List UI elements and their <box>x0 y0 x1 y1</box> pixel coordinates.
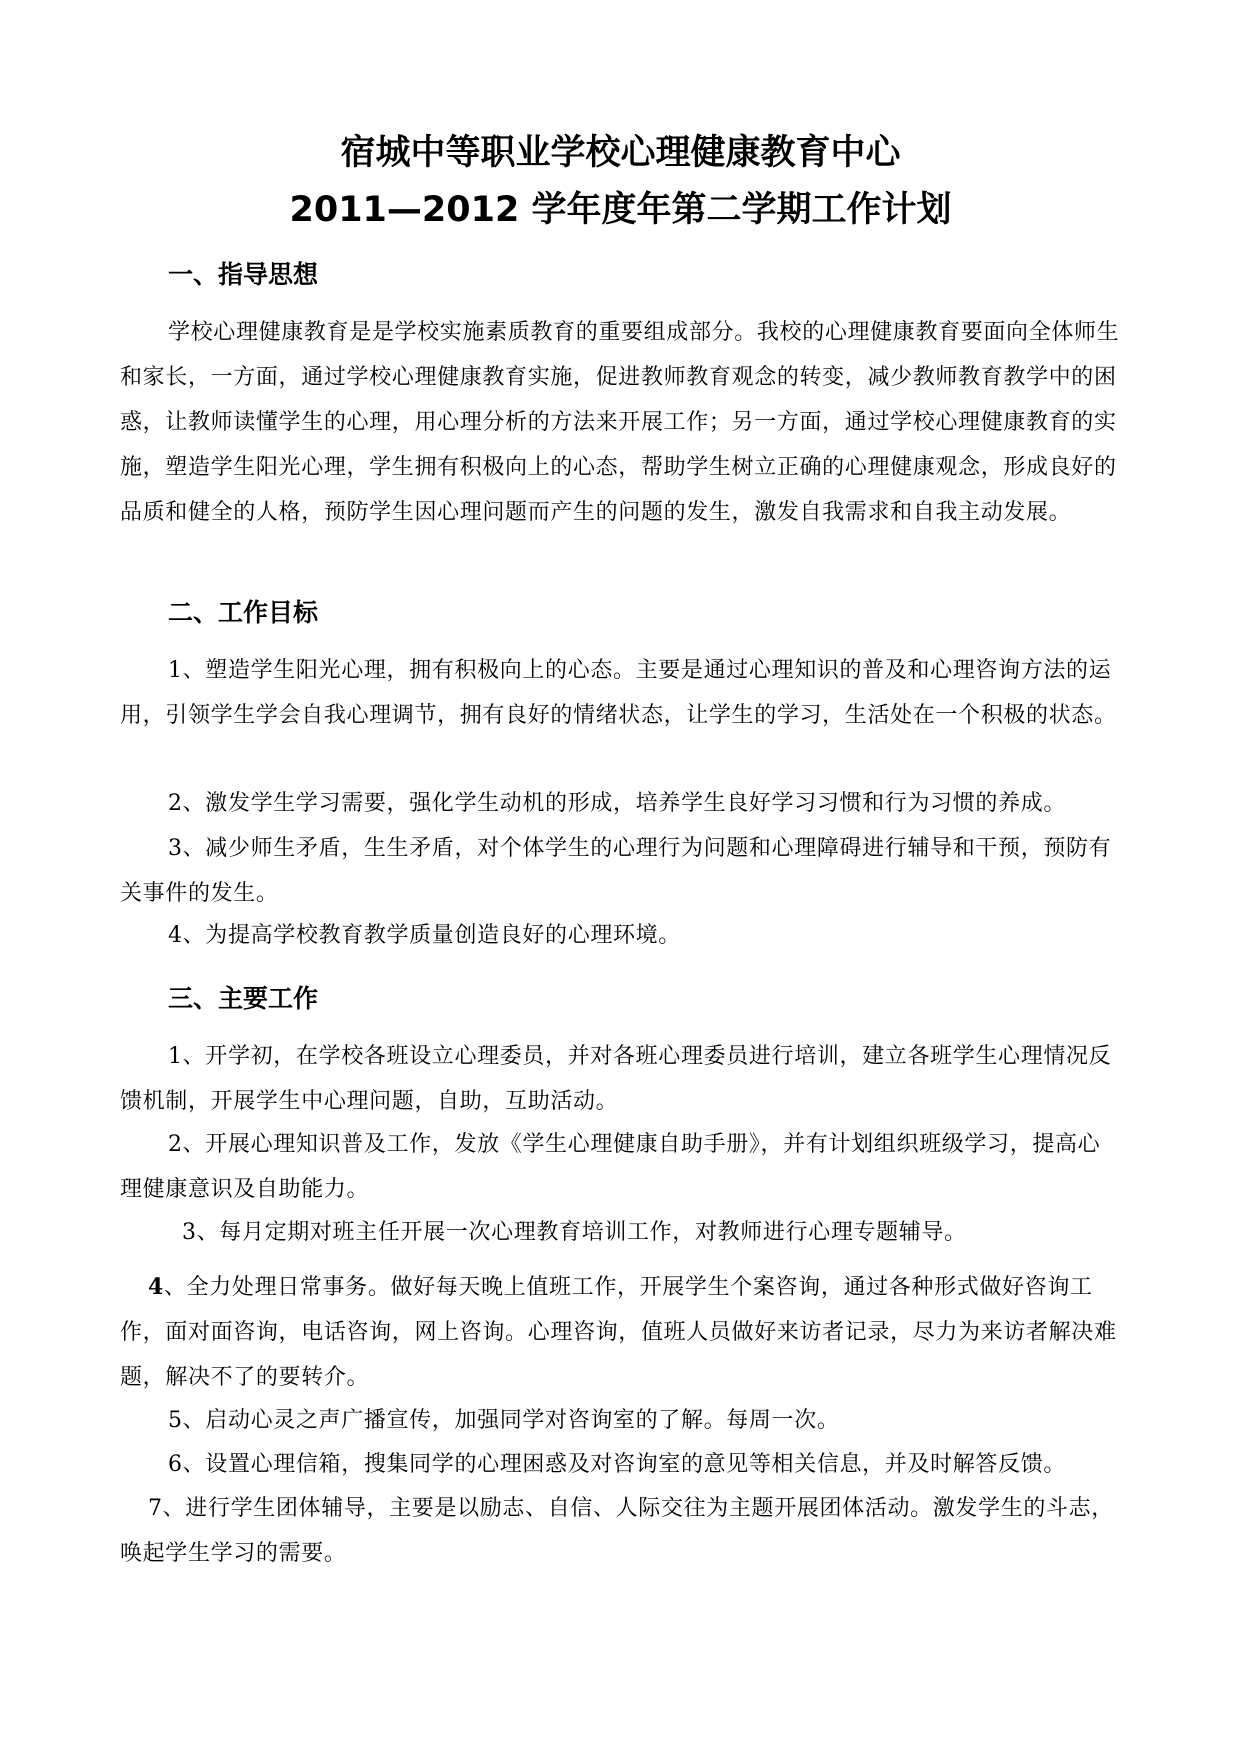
work-item-3: 3、每月定期对班主任开展一次心理教育培训工作，对教师进行心理专题辅导。 <box>182 1220 967 1245</box>
document-title: 宿城中等职业学校心理健康教育中心 <box>340 133 901 173</box>
section-heading-work-goals: 二、工作目标 <box>168 598 319 627</box>
section-heading-guiding-ideology: 一、指导思想 <box>168 260 319 289</box>
work-item-6: 6、设置心理信箱，搜集同学的心理困惑及对咨询室的意见等相关信息，并及时解答反馈。 <box>168 1452 1066 1477</box>
paragraph-guiding-ideology: 学校心理健康教育是是学校实施素质教育的重要组成部分。我校的心理健康教育要面向全体师生和家长，一方面，通过学校心理健康教育实施，促进教师教育观念的转变，减少教师教育教学中的困惑，让教师读懂学生的心理，用心理分析的方法来开展工作；另一方面，通过学校心理健康教育的实施，塑造学生阳光心理，学生拥有积极向上的心态，帮助学生树立正确的心理健康观念，形成良好的品质和健全的人格，预防学生因心理问题而产生的问题的发生，激发自我需求和自我主动发展。 <box>120 320 1120 525</box>
work-item-4-number: 4 <box>148 1274 164 1300</box>
goal-item-3: 3、减少师生矛盾，生生矛盾，对个体学生的心理行为问题和心理障碍进行辅导和干预，预防有关事件的发生。 <box>120 836 1112 906</box>
section-heading-main-work: 三、主要工作 <box>168 984 319 1013</box>
goal-item-1: 1、塑造学生阳光心理，拥有积极向上的心态。主要是通过心理知识的普及和心理咨询方法的运用，引领学生学会自我心理调节，拥有良好的情绪状态，让学生的学习，生活处在一个积极的状态。 <box>120 658 1117 728</box>
document-subtitle: 2011—2012 学年度年第二学期工作计划 <box>289 190 952 230</box>
work-item-5: 5、启动心灵之声广播宣传，加强同学对咨询室的了解。每周一次。 <box>168 1408 840 1433</box>
goal-item-4: 4、为提高学校教育教学质量创造良好的心理环境。 <box>168 923 681 948</box>
work-item-4-text: 、全力处理日常事务。做好每天晚上值班工作，开展学生个案咨询，通过各种形式做好咨询工作，面对面咨询，电话咨询，网上咨询。心理咨询，值班人员做好来访者记录，尽力为来访者解决难题，解决不了的要转介。 <box>120 1275 1117 1390</box>
work-item-2: 2、开展心理知识普及工作，发放《学生心理健康自助手册》，并有计划组织班级学习，提高心理健康意识及自助能力。 <box>120 1132 1101 1202</box>
goal-item-2: 2、激发学生学习需要，强化学生动机的形成，培养学生良好学习习惯和行为习惯的养成。 <box>168 791 1066 816</box>
work-item-4 <box>120 1265 1120 1400</box>
work-item-7: 7、进行学生团体辅导，主要是以励志、自信、人际交往为主题开展团体活动。激发学生的斗志，唤起学生学习的需要。 <box>120 1496 1114 1566</box>
work-item-1: 1、开学初，在学校各班设立心理委员，并对各班心理委员进行培训，建立各班学生心理情况反馈机制，开展学生中心理问题，自助，互助活动。 <box>120 1044 1112 1114</box>
